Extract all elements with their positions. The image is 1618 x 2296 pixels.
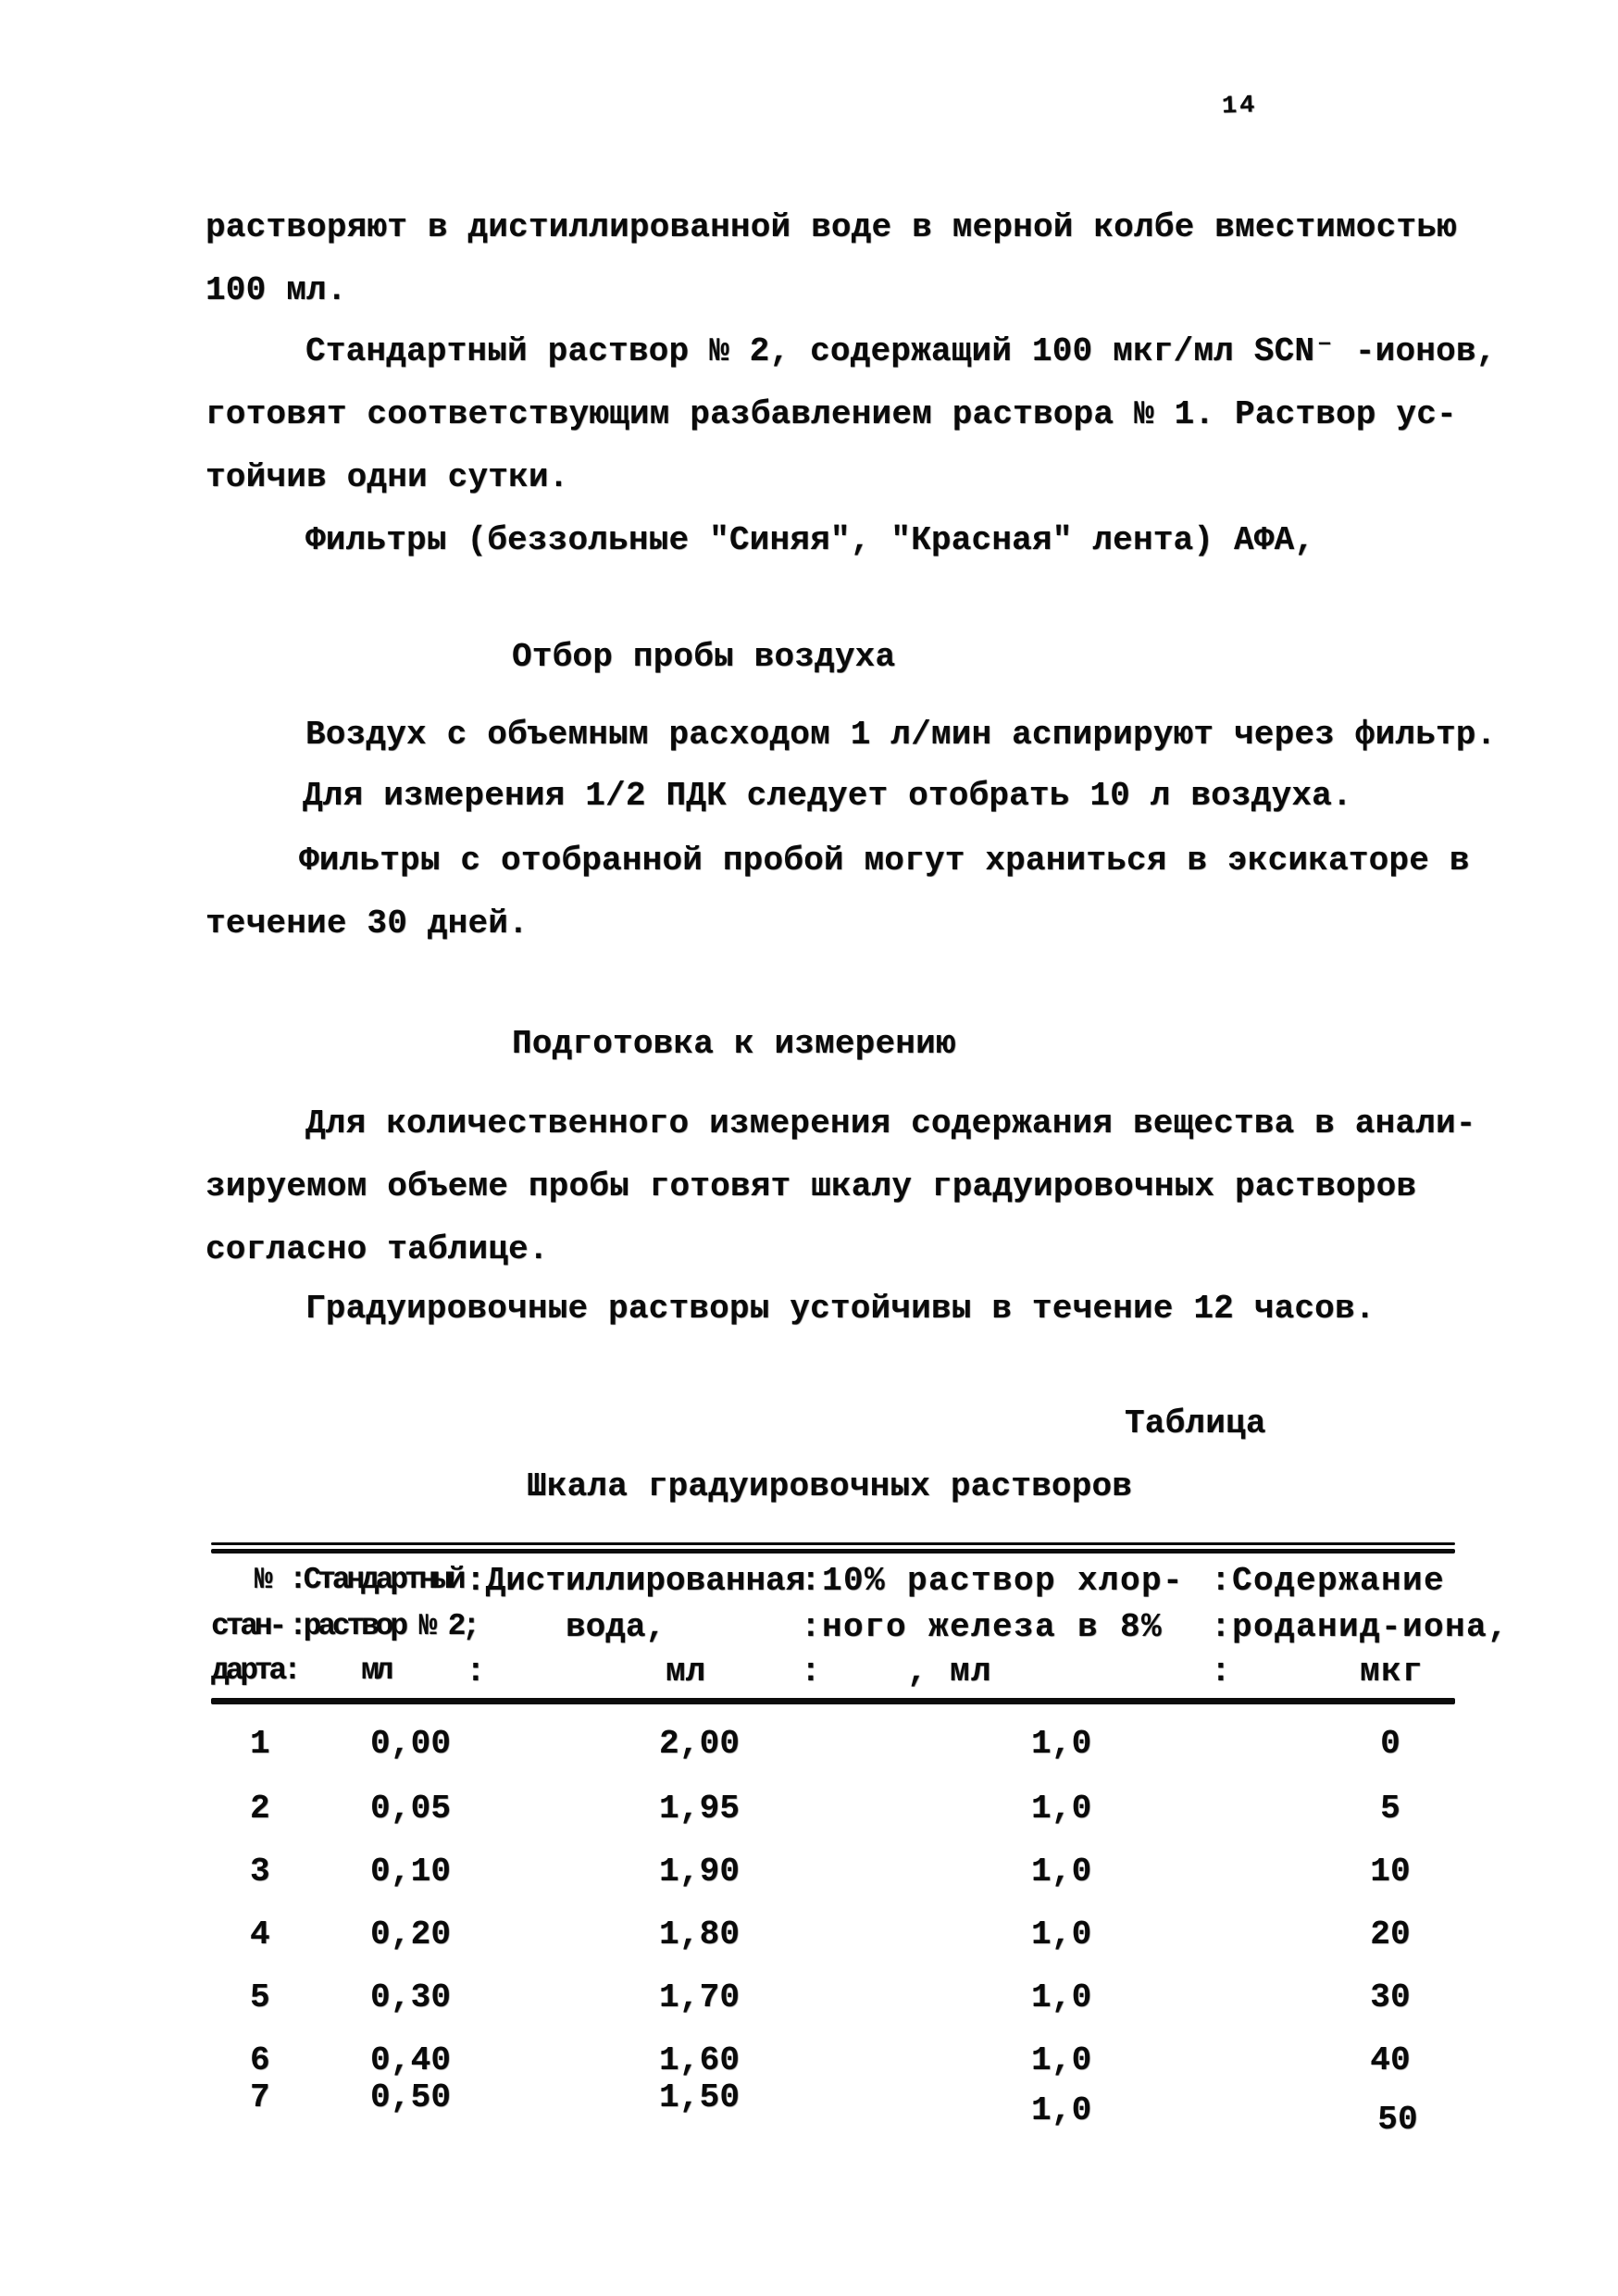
table-cell: 1,60 (659, 2041, 741, 2079)
text-line: 100 мл. (205, 271, 347, 309)
table-cell: 0,30 (370, 1978, 452, 2016)
header-cell: : мл (466, 1653, 706, 1691)
header-cell: :10% раствор хлор- (801, 1562, 1185, 1600)
header-cell: № (211, 1563, 269, 1597)
header-cell: вода, (466, 1608, 666, 1646)
table-cell: 30 (1370, 1978, 1411, 2016)
text-line: Для измерения 1/2 ПДК следует отобрать 10 л воздуха. (303, 777, 1352, 815)
page-number: 14 (1221, 92, 1258, 121)
text-line: готовят соответствующим разбавлением раствора № 1. Раствор ус- (205, 395, 1457, 433)
table-cell: 5 (1380, 1790, 1400, 1828)
section-heading-preparation: Подготовка к измерению (512, 1025, 956, 1063)
header-cell: мл (289, 1653, 391, 1688)
table-cell: 1,0 (1031, 1978, 1092, 2016)
text-line: Стандартный раствор № 2, содержащий 100 мкг/мл SCN⁻ -ионов, (305, 332, 1497, 370)
header-cell: :Дистиллированная (466, 1562, 806, 1600)
table-cell: 1,0 (1031, 1853, 1092, 1890)
table-cell: 1,50 (659, 2078, 741, 2116)
table-cell: 6 (250, 2041, 270, 2079)
header-cell: :раствор № 2; (289, 1609, 477, 1643)
text-line: тойчив одни сутки. (205, 458, 569, 496)
text-line: Для количественного измерения содержания вещества в анали- (305, 1104, 1476, 1142)
table-cell: 3 (250, 1853, 270, 1890)
table-cell: 1,90 (659, 1853, 741, 1890)
header-cell: дарта: (211, 1653, 298, 1688)
text-line: Градуировочные растворы устойчивы в течение 12 часов. (305, 1290, 1375, 1328)
header-cell: :ного железа в 8% (801, 1608, 1185, 1646)
table-cell: 0,10 (370, 1853, 452, 1890)
text-line: Воздух с объемным расходом 1 л/мин аспирируют через фильтр. (305, 716, 1497, 754)
table-title: Шкала градуировочных растворов (527, 1467, 1133, 1505)
table-cell: 20 (1370, 1915, 1411, 1953)
table-cell: 0,50 (370, 2078, 452, 2116)
table-cell: 4 (250, 1915, 270, 1953)
table-cell: 1,0 (1031, 1790, 1092, 1828)
table-cell: 1,0 (1031, 2041, 1092, 2079)
table-top-rule-thick (211, 1549, 1455, 1554)
table-cell: 5 (250, 1978, 270, 2016)
table-cell: 1,0 (1031, 1725, 1092, 1763)
table-cell: 0,00 (370, 1725, 452, 1763)
text-line: растворяют в дистиллированной воде в мерной колбе вместимостью (205, 208, 1457, 246)
text-line: течение 30 дней. (205, 905, 529, 942)
header-cell: :роданид-иона, (1211, 1608, 1510, 1646)
table-cell: 0 (1380, 1725, 1400, 1763)
table-cell: 2,00 (659, 1725, 741, 1763)
table-cell: 2 (250, 1790, 270, 1828)
section-heading-sampling: Отбор пробы воздуха (512, 638, 896, 676)
text-line: согласно таблице. (205, 1230, 549, 1268)
header-cell: стан- (211, 1609, 284, 1643)
table-cell: 50 (1377, 2101, 1418, 2139)
text-line: зируемом объеме пробы готовят шкалу градуировочных растворов (205, 1167, 1417, 1205)
table-cell: 1,70 (659, 1978, 741, 2016)
table-cell: 7 (250, 2078, 270, 2116)
header-cell: : мкг (1211, 1653, 1425, 1691)
text-line: Фильтры с отобранной пробой могут храниться в эксикаторе в (299, 842, 1470, 880)
table-cell: 40 (1370, 2041, 1411, 2079)
table-cell: 0,05 (370, 1790, 452, 1828)
table-cell: 1,80 (659, 1915, 741, 1953)
header-cell: : , мл (801, 1653, 993, 1691)
table-header-rule (211, 1698, 1455, 1704)
table-cell: 1,0 (1031, 1915, 1092, 1953)
header-cell: :Содержание (1211, 1562, 1446, 1600)
table-cell: 1,0 (1031, 2091, 1092, 2129)
table-caption: Таблица (1125, 1404, 1266, 1442)
table-top-rule-thin (211, 1542, 1455, 1545)
table-cell: 10 (1370, 1853, 1411, 1890)
table-cell: 1,95 (659, 1790, 741, 1828)
table-cell: 1 (250, 1725, 270, 1763)
table-cell: 0,40 (370, 2041, 452, 2079)
table-cell: 0,20 (370, 1915, 452, 1953)
header-cell: :Стандартный (289, 1563, 463, 1597)
text-line: Фильтры (беззольные "Синяя", "Красная" лента) АФА, (305, 521, 1315, 559)
